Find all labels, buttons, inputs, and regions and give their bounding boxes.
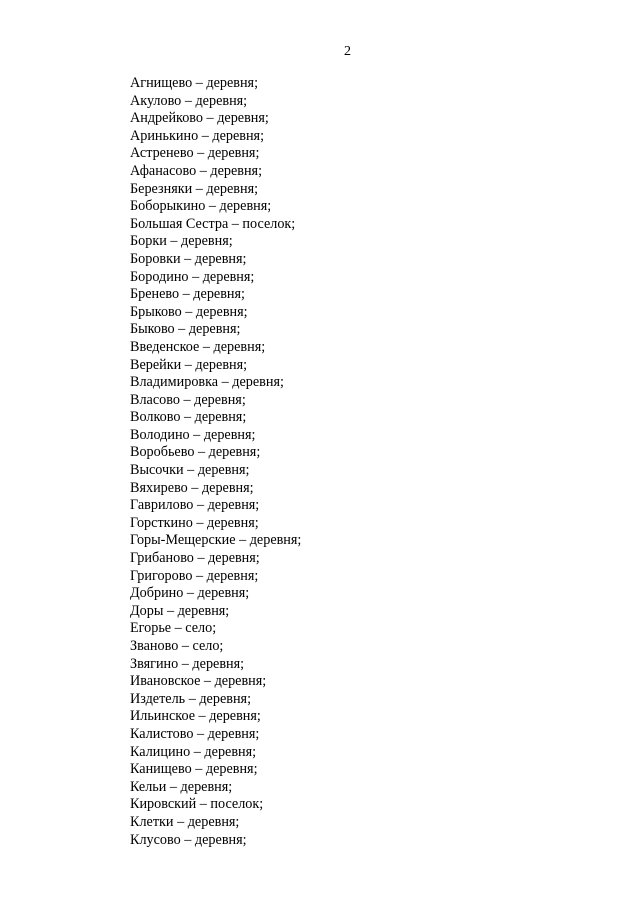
settlement-entry: Большая Сестра – поселок; (130, 215, 296, 232)
settlement-entry: Доры – деревня; (130, 602, 230, 619)
settlement-entry: Канищево – деревня; (130, 761, 258, 778)
settlement-entry: Горсткино – деревня; (130, 514, 259, 531)
settlement-entry: Владимировка – деревня; (130, 374, 284, 391)
settlement-entry: Боровки – деревня; (130, 250, 247, 267)
settlement-entry: Вяхирево – деревня; (130, 479, 254, 496)
settlement-entry: Егорье – село; (130, 620, 217, 637)
settlement-entry: Агнищево – деревня; (130, 75, 259, 91)
settlement-entry: Гаврилово – деревня; (130, 497, 260, 514)
settlement-entry: Астренево – деревня; (130, 145, 260, 162)
settlement-entry: Аринькино – деревня; (130, 127, 265, 144)
settlement-entry: Калистово – деревня; (130, 725, 260, 742)
settlement-entry: Кировский – поселок; (130, 796, 264, 813)
settlement-entry: Бренево – деревня; (130, 286, 245, 303)
settlement-entry: Березняки – деревня; (130, 180, 259, 197)
settlement-entry: Добрино – деревня; (130, 585, 250, 602)
settlement-entry: Боборыкино – деревня; (130, 198, 272, 215)
settlement-entry: Введенское – деревня; (130, 338, 266, 355)
settlement-entry: Кельи – деревня; (130, 778, 233, 795)
settlement-entry: Клетки – деревня; (130, 813, 240, 830)
settlement-entry: Званово – село; (130, 638, 224, 654)
settlement-entry: Грибаново – деревня; (130, 550, 260, 567)
settlement-entry: Горы-Мещерские – деревня; (130, 532, 302, 549)
settlement-entry: Воробьево – деревня; (130, 444, 261, 461)
settlement-entry: Власово – деревня; (130, 391, 246, 408)
settlement-entry: Брыково – деревня; (130, 303, 248, 320)
settlement-entry: Григорово – деревня; (130, 567, 259, 584)
settlement-entry: Борки – деревня; (130, 233, 233, 250)
settlement-entry: Ивановское – деревня; (130, 673, 267, 690)
settlement-entry: Издетель – деревня; (130, 690, 252, 707)
settlement-entry: Клусово – деревня; (130, 831, 247, 848)
settlement-entry: Верейки – деревня; (130, 356, 248, 373)
settlement-entry: Волково – деревня; (130, 409, 247, 426)
settlement-entry: Звягино – деревня; (130, 655, 245, 672)
settlement-list (130, 75, 301, 849)
settlement-entry: Андрейково – деревня; (130, 110, 269, 127)
settlement-entry: Калицино – деревня; (130, 743, 257, 760)
settlement-entry: Высочки – деревня; (130, 462, 250, 479)
settlement-entry: Бородино – деревня; (130, 268, 255, 285)
settlement-entry: Афанасово – деревня; (130, 162, 263, 179)
settlement-entry: Ильинское – деревня; (130, 708, 261, 725)
settlement-entry: Быково – деревня; (130, 321, 241, 338)
settlement-entry: Володино – деревня; (130, 426, 256, 443)
settlement-entry: Акулово – деревня; (130, 92, 248, 109)
page-number: 2 (344, 44, 351, 59)
